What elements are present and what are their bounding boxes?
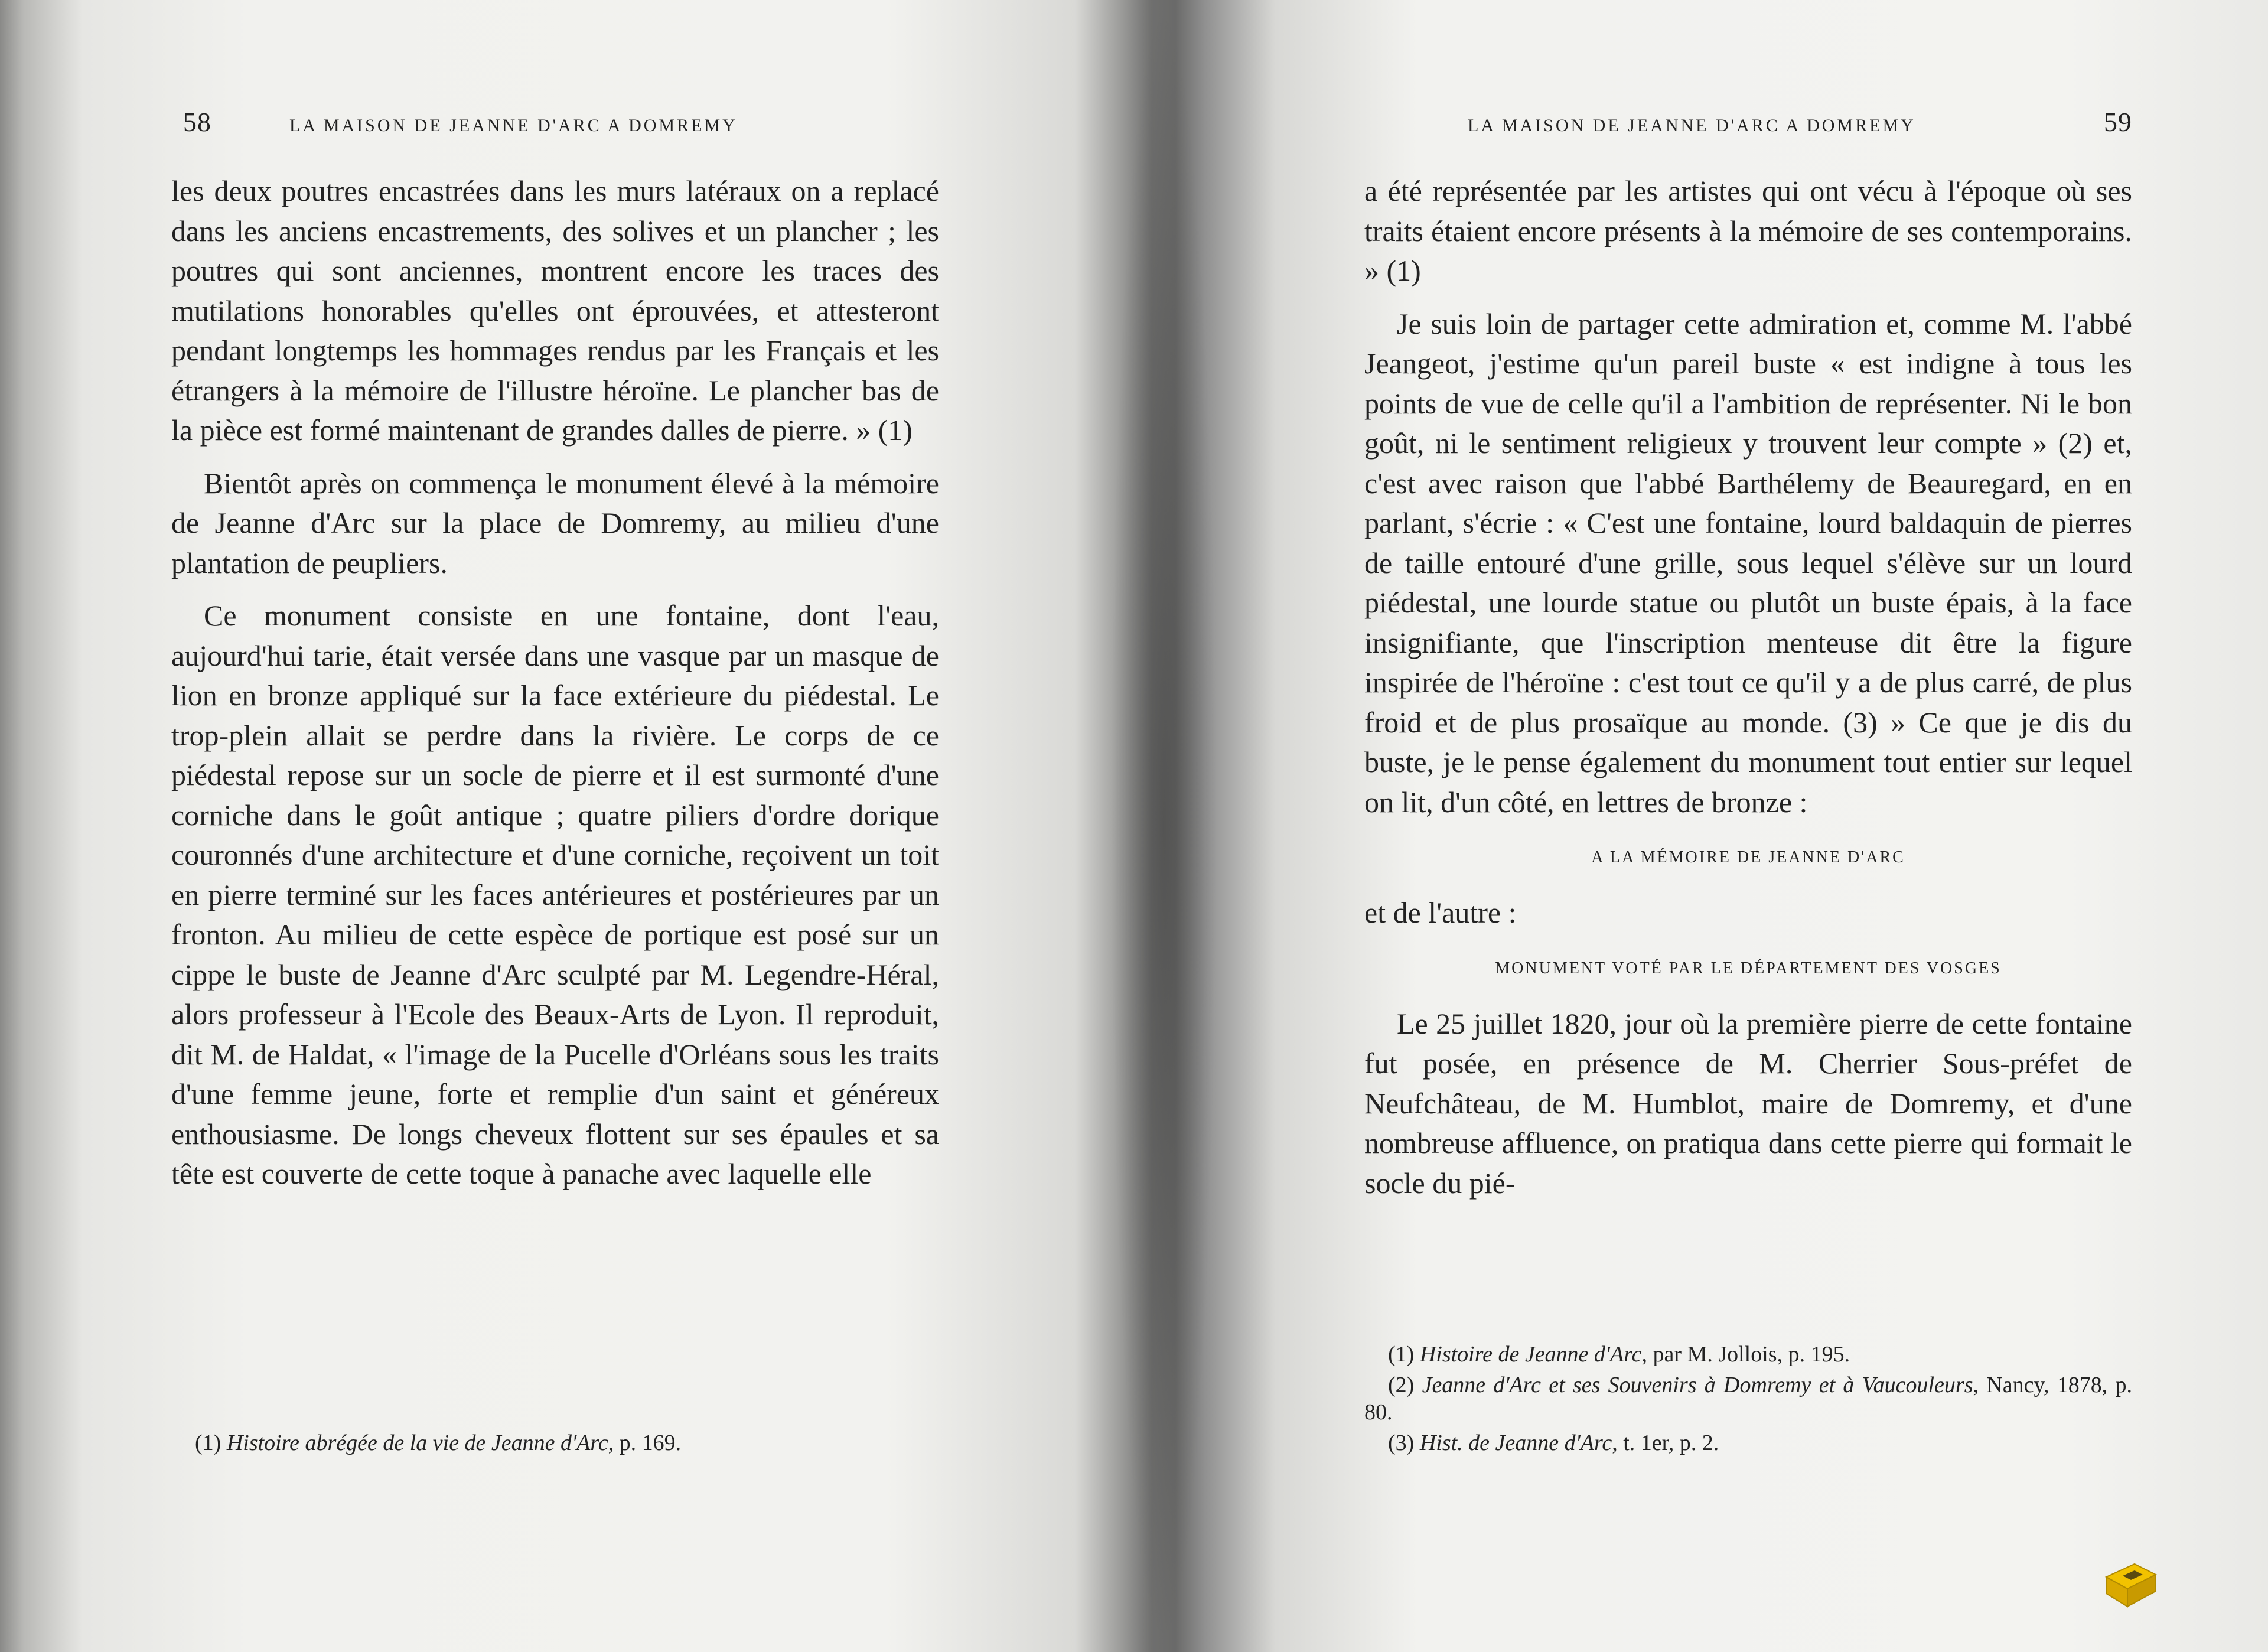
left-footnote-1 xyxy=(171,1429,939,1457)
left-running-title: LA MAISON DE JEANNE D'ARC A DOMREMY xyxy=(289,116,738,135)
left-paragraph-3: Ce monument consiste en une fontaine, dont l'eau, aujourd'hui tarie, était versée dans une vasque par un masque de lion en bronze appliqué sur la face extérieure du piédestal. Le trop-plein allait se perdre dans la rivière. Le corps de ce piédestal repose sur un socle de pierre et il est surmonté d'une corniche dans le goût antique ; quatre piliers d'ordre dorique couronnés d'une architecture et d'une corniche, reçoivent un toit en pierre terminé sur les faces antérieures et postérieures par un fronton. Au milieu de cette espèce de portique est posé sur un cippe le buste de Jeanne d'Arc sculpté par M. Legendre-Héral, alors professeur à l'Ecole des Beaux-Arts de Lyon. Il reproduit, dit M. de Haldat, « l'image de la Pucelle d'Orléans sous les traits d'une femme jeune, forte et remplie d'un saint et généreux enthousiasme. De longs cheveux flottent sur ses épaules et sa tête est couverte de cette toque à panache avec laquelle elle xyxy=(171,599,939,1190)
right-paragraph-2: Je suis loin de partager cette admiration et, comme M. l'abbé Jeangeot, j'estime qu'un pareil buste « est indigne à tous les points de vue de celle qu'il a l'ambition de représenter. Ni le bon goût, ni le sentiment religieux y trouvent leur compte » (2) et, c'est avec raison que l'abbé Barthélemy de Beauregard, en en parlant, s'écrie : « C'est une fontaine, lourd baldaquin de pierres de taille entouré d'une grille, sous lequel s'élève sur un lourd piédestal, une lourde statue ou plutôt un buste épais, à la face insignifiante, que l'inscription menteuse dit être la figure inspirée de l'héroïne : c'est tout ce qu'il y a de plus carré, de plus froid et de plus prosaïque au monde. (3) » Ce que je dis du buste, je le pense également du monument tout entier sur lequel on lit, d'un côté, en lettres de bronze : xyxy=(1364,307,2132,819)
footnote-title: Hist. de Jeanne d'Arc xyxy=(1419,1431,1612,1455)
footnote-mark: (1) xyxy=(1388,1342,1420,1367)
right-footnote-2 xyxy=(1364,1371,2132,1426)
right-paragraph-4: Le 25 juillet 1820, jour où la première pierre de cette fontaine fut posée, en présence de M. Cherrier Sous-préfet de Neufchâteau, de M. Humblot, maire de Domremy, et d'une nombreuse affluence, on pratiqua dans cette pierre qui formait le socle du pié- xyxy=(1364,1006,2132,1200)
right-footnotes xyxy=(1364,1341,2132,1460)
inscription-1: A LA MÉMOIRE DE JEANNE D'ARC xyxy=(1591,848,1905,866)
right-paragraph-3: et de l'autre : xyxy=(1364,896,1517,929)
footnote-title: Jeanne d'Arc et ses Souvenirs à Domremy et à Vaucouleurs xyxy=(1422,1373,1973,1397)
right-paragraph-1: a été représentée par les artistes qui ont vécu à l'époque où ses traits étaient encore présents à la mémoire de ses contemporains. » (1) xyxy=(1364,174,2132,287)
footnote-title: Histoire abrégée de la vie de Jeanne d'Arc xyxy=(226,1431,608,1455)
right-footnote-1 xyxy=(1364,1341,2132,1368)
footnote-rest: , p. 169. xyxy=(608,1431,682,1455)
footnote-rest: , par M. Jollois, p. 195. xyxy=(1641,1342,1850,1367)
right-page xyxy=(1364,0,2132,1652)
left-body-text xyxy=(171,171,939,1207)
footnote-rest: , t. 1er, p. 2. xyxy=(1612,1431,1719,1455)
right-running-title: LA MAISON DE JEANNE D'ARC A DOMREMY xyxy=(1468,116,1916,135)
left-page xyxy=(171,0,939,1652)
left-paragraph-1: les deux poutres encastrées dans les murs latéraux on a replacé dans les anciens encastrements, des solives et un plancher ; les poutres qui sont anciennes, montrent encore les traces des mutilations honorables qu'elles ont éprouvées, et attesteront pendant longtemps les hommages rendus par les Français et les étrangers à la mémoire de l'illustre héroïne. Le plancher bas de la pièce est formé maintenant de grandes dalles de pierre. » (1) xyxy=(171,174,939,447)
left-paragraph-2: Bientôt après on commença le monument élevé à la mémoire de Jeanne d'Arc sur la place de Domremy, au milieu d'une plantation de peupliers. xyxy=(171,466,939,579)
left-page-number: 58 xyxy=(183,107,211,137)
right-running-head xyxy=(1364,106,2132,148)
right-body-text xyxy=(1364,171,2132,1216)
footnote-mark: (3) xyxy=(1388,1431,1420,1455)
left-running-head xyxy=(171,106,939,148)
footnote-mark: (2) xyxy=(1388,1373,1422,1397)
bookmark-box-icon[interactable] xyxy=(2101,1559,2158,1610)
footnote-title: Histoire de Jeanne d'Arc xyxy=(1419,1342,1642,1367)
left-footnotes xyxy=(171,1429,939,1460)
right-page-number: 59 xyxy=(2104,107,2132,137)
right-footnote-3 xyxy=(1364,1429,2132,1457)
footnote-mark: (1) xyxy=(195,1431,227,1455)
gutter-shadow xyxy=(1110,0,1217,1652)
footnote-rest: , Nancy, 1878, p. 80. xyxy=(1364,1373,2132,1425)
inscription-2: MONUMENT VOTÉ PAR LE DÉPARTEMENT DES VOSGES xyxy=(1495,959,2002,977)
